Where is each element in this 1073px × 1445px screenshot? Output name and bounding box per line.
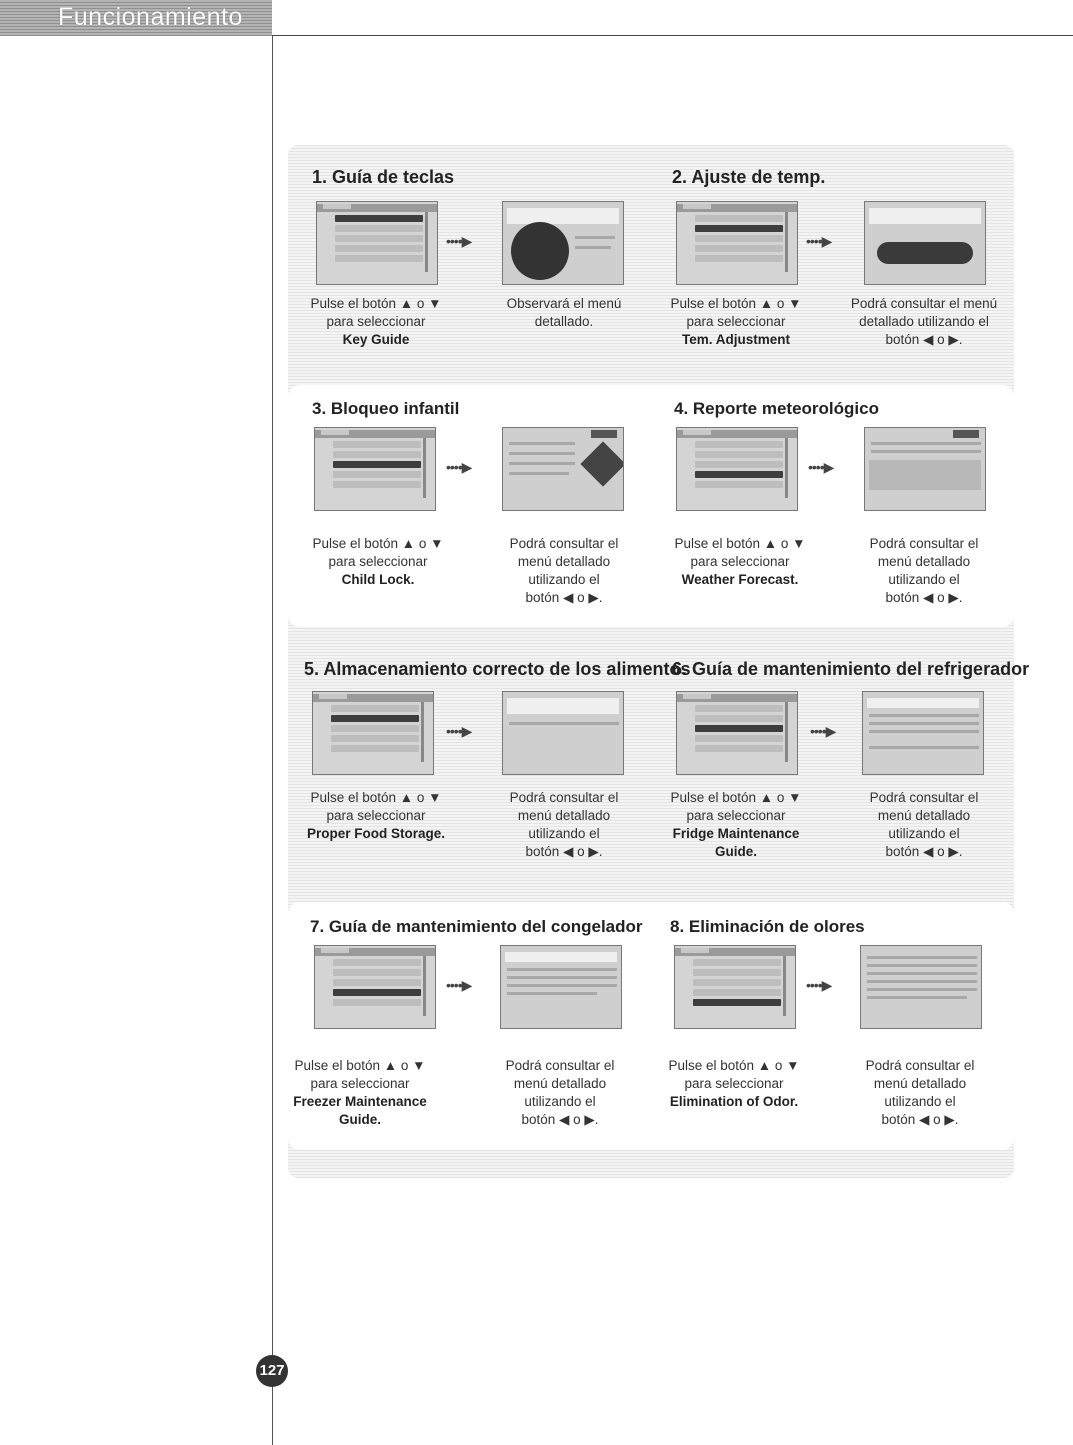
page-number: 127 [256,1355,288,1387]
detail-screen [502,427,624,511]
menu-screen [676,201,798,285]
menu-screen [316,201,438,285]
detail-screen [502,691,624,775]
page-title: Funcionamiento [58,3,243,31]
left-caption: Pulse el botón ▲ o ▼ para seleccionar Key Guide [310,296,442,347]
right-caption: Observará el menú detallado. [506,296,622,329]
section-title: 5. Almacenamiento correcto de los alimentos [304,659,691,679]
arrow-icon: ••••▶ [446,459,472,475]
left-caption: Pulse el botón ▲ o ▼ para seleccionar Fridge Maintenance Guide. [670,790,802,859]
detail-screen [860,945,982,1029]
detail-screen [864,427,986,511]
detail-screen [864,201,986,285]
menu-screen [314,427,436,511]
right-caption: Podrá consultar el menú detallado utilizando el botón ◀ o ▶. [509,790,619,859]
section-title: 4. Reporte meteorológico [674,399,879,418]
menu-screen [674,945,796,1029]
header-rule [272,35,1073,36]
section-title: 8. Eliminación de olores [670,917,865,936]
menu-screen [314,945,436,1029]
arrow-icon: ••••▶ [810,723,836,739]
left-caption: Pulse el botón ▲ o ▼ para seleccionar Proper Food Storage. [306,790,445,841]
left-caption: Pulse el botón ▲ o ▼ para seleccionar Freezer Maintenance Guide. [293,1058,427,1127]
arrow-icon: ••••▶ [446,723,472,739]
left-caption: Pulse el botón ▲ o ▼ para seleccionar Elimination of Odor. [668,1058,800,1109]
right-caption: Podrá consultar el menú detallado utilizando el botón ◀ o ▶. [865,1058,975,1127]
arrow-icon: ••••▶ [446,233,472,249]
detail-screen [502,201,624,285]
right-caption: Podrá consultar el menú detallado utilizando el botón ◀ o ▶. [869,536,979,605]
arrow-icon: ••••▶ [808,459,834,475]
section-title: 6. Guía de mantenimiento del refrigerador [672,659,1030,679]
menu-screen [312,691,434,775]
header-tab [0,0,272,36]
menu-screen [676,691,798,775]
left-caption: Pulse el botón ▲ o ▼ para seleccionar Weather Forecast. [674,536,806,587]
margin-rule [272,36,273,1445]
left-caption: Pulse el botón ▲ o ▼ para seleccionar Tem. Adjustment [670,296,802,347]
menu-screen [676,427,798,511]
section-title: 1. Guía de teclas [312,167,455,187]
section-title: 3. Bloqueo infantil [312,399,460,418]
instruction-panel [288,145,1030,1178]
detail-screen [862,691,984,775]
section-title: 2. Ajuste de temp. [672,167,826,187]
arrow-icon: ••••▶ [446,977,472,993]
right-caption: Podrá consultar el menú detallado utilizando el botón ◀ o ▶. [869,790,979,859]
right-caption: Podrá consultar el menú detallado utilizando el botón ◀ o ▶. [850,296,998,347]
arrow-icon: ••••▶ [806,977,832,993]
right-caption: Podrá consultar el menú detallado utilizando el botón ◀ o ▶. [509,536,619,605]
arrow-icon: ••••▶ [806,233,832,249]
right-caption: Podrá consultar el menú detallado utilizando el botón ◀ o ▶. [505,1058,615,1127]
detail-screen [500,945,622,1029]
section-title: 7. Guía de mantenimiento del congelador [310,917,643,936]
left-caption: Pulse el botón ▲ o ▼ para seleccionar Child Lock. [312,536,444,587]
